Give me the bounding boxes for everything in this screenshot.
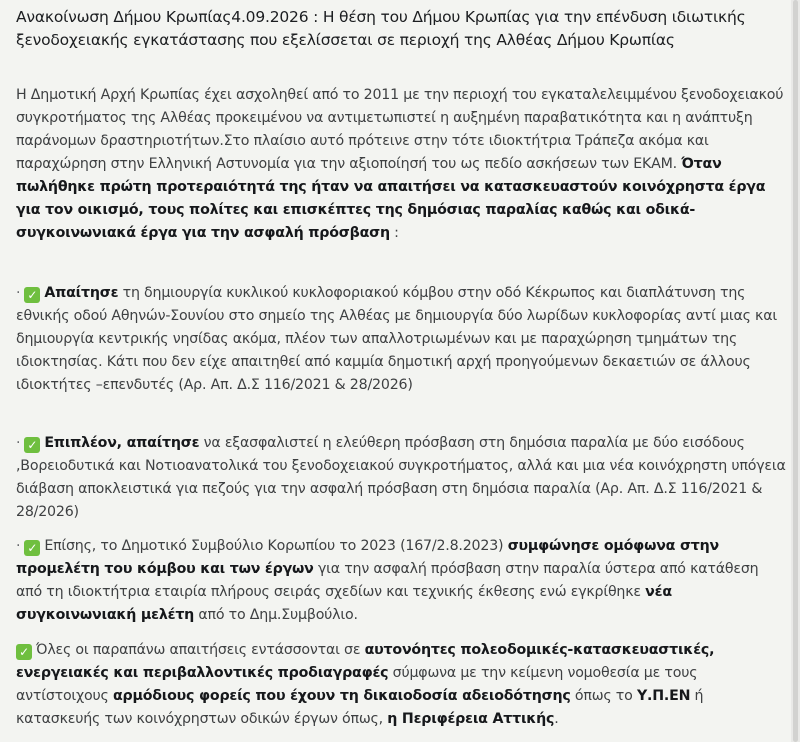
- item-bold-text: νέα συγκοινωνιακή μελέτη: [16, 584, 672, 623]
- conclusion-text: όπως το: [570, 688, 637, 704]
- item-text: να εξασφαλιστεί η ελεύθερη πρόσβαση στη δημόσια παραλία με δύο εισόδους ,Βορειοδυτικά και Νοτιοανατολικά του ξενοδοχειακού συγκροτήματος, αλλά και μια νέα κοινόχρηστη υπόγεια διάβαση αποκλειστικά για πεζούς για την ασφαλή πρόσβαση στη δημόσια παραλία (Αρ. Απ. Δ.Σ 116/2021 & 28/2026): [16, 435, 786, 520]
- item-text: Επίσης, το Δημοτικό Συμβούλιο Κορωπίου το 2023 (167/2.8.2023): [44, 538, 508, 554]
- scrollbar-thumb[interactable]: [793, 0, 798, 742]
- item-bold-text: συμφώνησε ομόφωνα στην προμελέτη του κόμβου και των έργων: [16, 538, 720, 577]
- conclusion-text: σύμφωνα με την κείμενη νομοθεσία με τους αντίστοιχους: [16, 665, 698, 704]
- check-mark-icon: ✓: [24, 287, 40, 303]
- intro-bold-text: Όταν πωλήθηκε πρώτη προτεραιότητά της ήταν να απαιτήσει να κατασκευαστούν κοινόχρηστα έργα για τον οικισμό, τους πολίτες και επισκέπτες της δημόσιας παραλίας καθώς και οδικά-συγκοινωνιακά έργα για την ασφαλή πρόσβαση: [16, 156, 766, 241]
- conclusion-text: .: [554, 711, 559, 727]
- conclusion-bold-text: αυτονόητες πολεοδομικές-κατασκευαστικές, ενεργειακές και περιβαλλοντικές προδιαγραφές: [16, 642, 715, 681]
- bullet-dot: ·: [16, 285, 21, 301]
- conclusion-text: Όλες οι παραπάνω απαιτήσεις εντάσσονται σε: [36, 642, 365, 658]
- conclusion-bold-text: Υ.Π.ΕΝ: [636, 688, 691, 704]
- list-item: [16, 282, 786, 397]
- item-text: από το Δημ.Συμβούλιο.: [194, 607, 358, 623]
- intro-paragraph: [16, 84, 786, 245]
- bullet-dot: ·: [16, 435, 21, 451]
- bullet-dot: ·: [16, 538, 21, 554]
- item-bold-text: Απαίτησε: [44, 285, 119, 301]
- item-text: τη δημιουργία κυκλικού κυκλοφοριακού κόμβου στην οδό Κέκρωπος και διαπλάτυνση της εθνικής οδού Αθηνών-Σουνίου στο σημείο της Αλθέας με δημιουργία δύο λωρίδων κυκλοφορίας αντί μιας και δημιουργία κεντρικής νησίδας ακόμα, πλέον των απαλλοτριωμένων και με παραχώρηση τμημάτων της ιδιοκτησίας. Κάτι που δεν είχε απαιτηθεί από καμμία δημοτική αρχή προηγούμενων δεκαετιών σε άλλους ιδιοκτήτες –επενδυτές (Αρ. Απ. Δ.Σ 116/2021 & 28/2026): [16, 285, 777, 393]
- vertical-scrollbar[interactable]: [791, 0, 800, 742]
- item-text: για την ασφαλή πρόσβαση στην παραλία ύστερα από κατάθεση από τη ιδιοκτήτρια εταιρία πλήρους σειράς σχεδίων και τεχνικής έκθεσης ενώ εγκρίθηκε: [16, 561, 759, 600]
- conclusion-bold-text: η Περιφέρεια Αττικής: [387, 711, 555, 727]
- intro-text-end: :: [389, 225, 399, 241]
- conclusion-paragraph: [16, 639, 786, 731]
- check-mark-icon: ✓: [16, 644, 32, 660]
- post-title: Ανακοίνωση Δήμου Κρωπίας4.09.2026 : Η θέση του Δήμου Κρωπίας για την επένδυση ιδιωτικής ξενοδοχειακής εγκατάστασης που εξελίσσεται σε περιοχή της Αλθέας Δήμου Κρωπίας: [16, 8, 746, 49]
- check-mark-icon: ✓: [24, 540, 40, 556]
- intro-text: Η Δημοτική Αρχή Κρωπίας έχει ασχοληθεί από το 2011 με την περιοχή του εγκαταλελειμμένου ξενοδοχειακού συγκροτήματος της Αλθέας προκειμένου να αντιμετωπιστεί η αυξημένη παραβατικότητα και η ανάπτυξη παράνομων δραστηριοτήτων.Στο πλαίσιο αυτό πρότεινε στην τότε ιδιοκτήτρια Τράπεζα ακόμα και παραχώρηση στην Ελληνική Αστυνομία για την αξιοποίησή του ως πεδίο ασκήσεων των ΕΚΑΜ.: [16, 87, 784, 172]
- list-item: [16, 535, 786, 627]
- conclusion-bold-text: αρμόδιους φορείς που έχουν τη δικαιοδοσία αδειοδότησης: [112, 688, 571, 704]
- conclusion-text: ή κατασκευής των κοινόχρηστων οδικών έργων όπως,: [16, 688, 704, 727]
- list-item: [16, 432, 786, 524]
- item-bold-text: Επιπλέον, απαίτησε: [44, 435, 200, 451]
- check-mark-icon: ✓: [24, 437, 40, 453]
